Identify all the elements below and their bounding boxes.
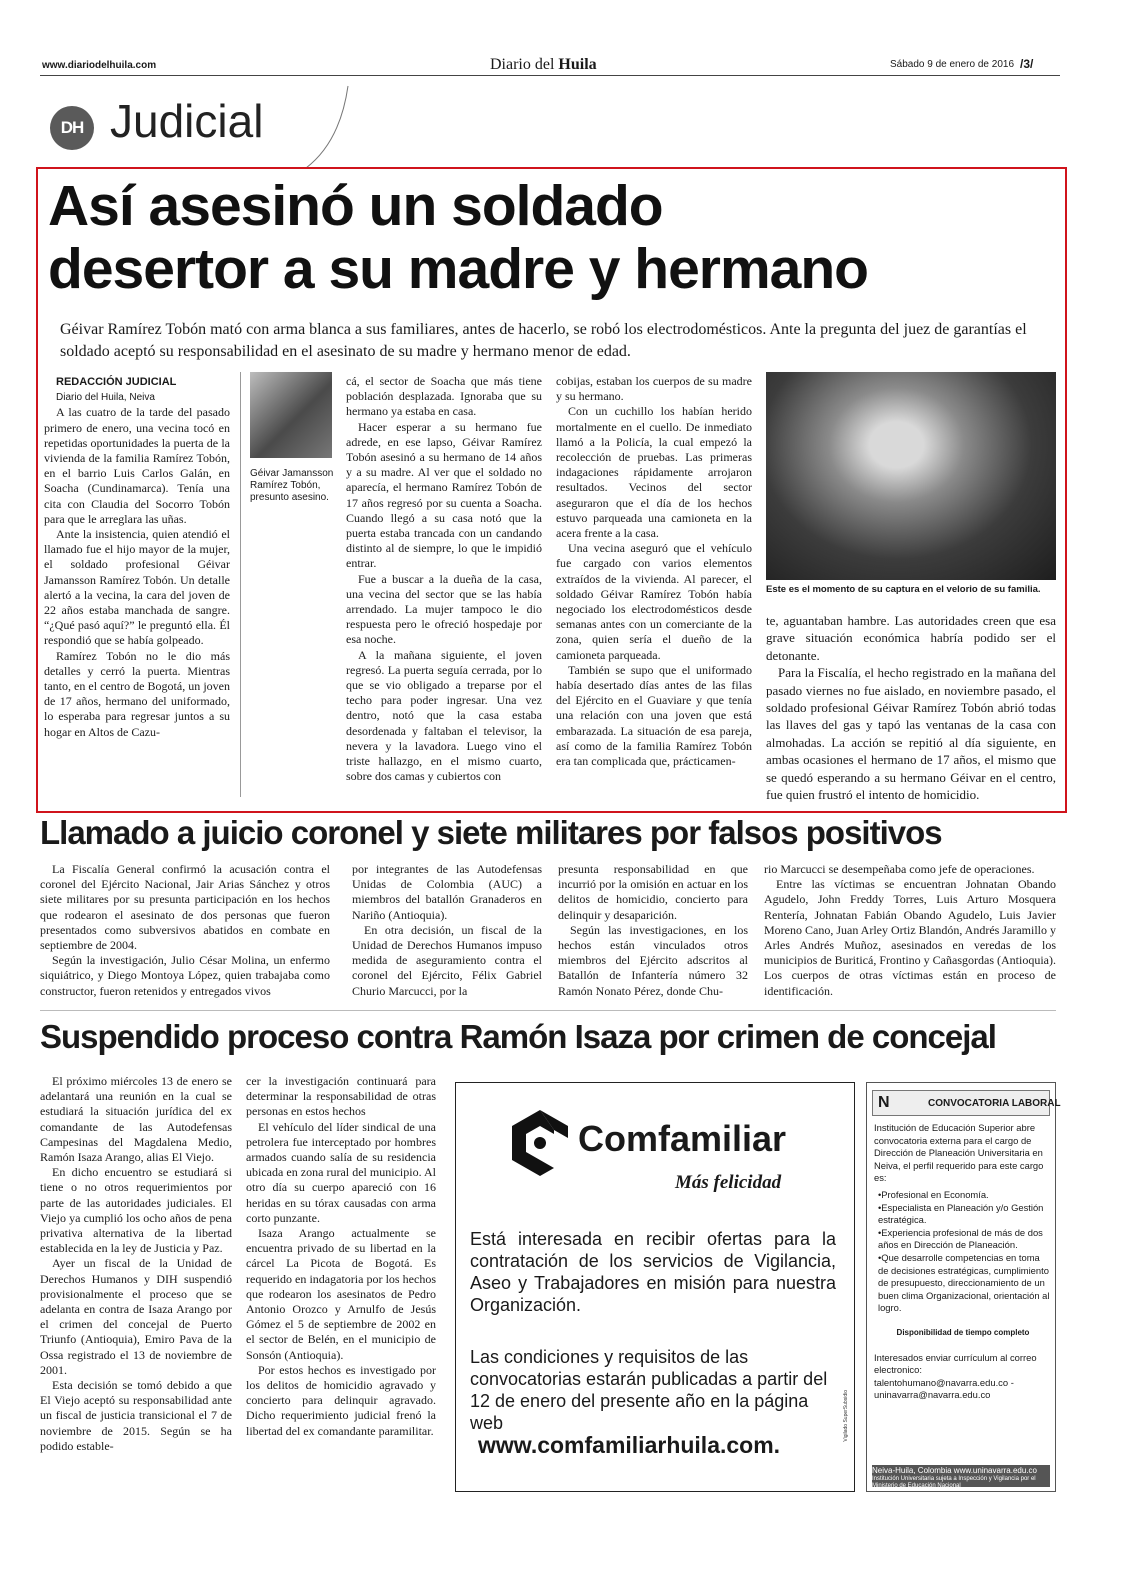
masthead <box>490 56 597 74</box>
paragraph: Según la investigación, Julio César Molina, un enfermo siquiátrico, y Diego Montoya López, quien trabajaba como constructor, fueron retenidos y entregados vivos <box>40 953 330 998</box>
ad-website-link[interactable]: www.comfamiliarhuila.com. <box>478 1432 781 1458</box>
story3-headline: Suspendido proceso contra Ramón Isaza por crimen de concejal <box>40 1018 996 1055</box>
main-lead: Géivar Ramírez Tobón mató con arma blanca a sus familiares, antes de hacerlo, se robó los electrodomésticos. Ante la pregunta del juez de garantías el soldado aceptó su responsabilidad en el asesinato de su madre y hermano menor de edad. <box>60 321 1027 360</box>
suspect-portrait-photo <box>250 372 332 458</box>
section-title: Judicial <box>110 95 264 147</box>
story2-column-1 <box>40 862 330 999</box>
ad-brand: Comfamiliar <box>578 1118 787 1159</box>
paragraph: En dicho encuentro se estudiará si tiene o no otros requerimientos por parte de las autoridades judiciales. El Viejo ya cumplió los ocho años de pena privativa alternativa de la libertad establecida en la ley de Justicia y Paz. <box>40 1165 232 1256</box>
capture-photo <box>766 372 1056 580</box>
main-column-1 <box>44 375 230 740</box>
paragraph: A las cuatro de la tarde del pasado primero de enero, una vecina tocó en repetidas oportunidades la puerta de la vivienda de la familia Ramírez Tobón, en el barrio Luis Carlos Galán, en Soacha (Cundinamarca). Tenía una cita con Claudia del Socorro Tobón para que le arreglara las uñas. <box>44 405 230 526</box>
paragraph: También se supo que el uniformado había desertado días antes de las filas del Ejército en el Guaviare y que tenía una relación con una joven que está embarazada. La situación de esa pareja, así como de la familia Ramírez Tobón era tan complicada que, prácticamen- <box>556 662 752 769</box>
paragraph: Para la Fiscalía, el hecho registrado en la mañana del pasado viernes no fue aislado, en noviembre pasado, el soldado profesional Géivar Ramírez Tobón abrió todas las llaves del gas y tapó las ventanas de la casa con almohadas. La acción se repitió al día siguiente, en ambas ocasiones el hermano de 17 años, el mismo que se quedó esperando a su hermano Géivar en el centro, fue quien frustró el intento de homicidio. <box>766 665 1056 803</box>
paragraph: Con un cuchillo los habían herido mortalmente en el cuello. De inmediato llamó a la Policía, la cual empezó la recolección de pruebas. Las primeras indagaciones rápidamente arrojaron resultados. Vecinos del sector aseguraron que el día de los hechos estuvo parqueada una camioneta en la acera frente a la casa. <box>556 404 752 541</box>
paragraph: La Fiscalía General confirmó la acusación contra el coronel del Ejército Nacional, Jair Arias Sánchez y otros siete militares por su presunta participación en los hechos que rodearon el asesinato de dos personas que fueron presentados como subversivos abatidos en combate en septiembre de 2004. <box>40 862 330 953</box>
paragraph: Según las investigaciones, en los hechos están vinculados otros miembros del Ejército adscritos al Batallón de Infantería número 32 Ramón Nonato Pérez, donde Chu- <box>558 922 748 998</box>
story-separator <box>40 1010 1056 1011</box>
paragraph: cá, el sector de Soacha que más tiene población desplazada. Ignoraba que su hermano ya estaba en casa. <box>346 374 542 419</box>
issue-date: Sábado 9 de enero de 2016 <box>890 59 1014 70</box>
job-intro: Institución de Educación Superior abre convocatoria externa para el cargo de Dirección de Planeación Universitaria en Neiva, el perfil requerido para este cargo es: <box>874 1122 1044 1184</box>
job-requirements <box>874 1189 1052 1315</box>
capture-photo-caption: Este es el momento de su captura en el velorio de su familia. <box>766 584 1041 595</box>
list-item: • Que desarrolle competencias en toma de decisiones estratégicas, cumplimiento de presupuesto, direccionamiento de un buen clima Organizacional, orientación al logro. <box>878 1252 1052 1315</box>
paragraph: presunta responsabilidad en que incurrió por la omisión en actuar en los delitos de homicidio, concierto para delinquir y desaparición. <box>558 862 748 922</box>
story3-column-1 <box>40 1074 232 1454</box>
job-ad-logo: N <box>878 1094 890 1111</box>
paragraph: Fue a buscar a la dueña de la casa, una vecina del sector que se las había arrendado. La mujer tampoco le dio respuesta pero le ofreció hospedaje por esa noche. <box>346 571 542 647</box>
paragraph: El próximo miércoles 13 de enero se adelantará una reunión en la cual se estudiará la situación jurídica del ex comandante de las Autodefensas Campesinas del Magdalena Medio, Ramón Isaza Arango, alias El Viejo. <box>40 1074 232 1165</box>
job-availability: Disponibilidad de tiempo completo <box>896 1327 1030 1337</box>
main-column-2 <box>346 374 542 784</box>
main-column-3 <box>556 374 752 769</box>
job-ad-title: CONVOCATORIA LABORAL <box>928 1098 1061 1109</box>
paragraph: En otra decisión, un fiscal de la Unidad de Derechos Humanos impuso medida de aseguramiento contra el coronel del Ejército, Félix Gabriel Churio Marcucci, por la <box>352 922 542 998</box>
job-contact[interactable]: Interesados enviar currículum al correo electronico: talentohumano@navarra.edu.co -uninavarra@navarra.edu.co <box>874 1351 1037 1401</box>
story3-column-2 <box>246 1074 436 1439</box>
job-ad-body <box>874 1122 1052 1402</box>
story2-column-4 <box>764 862 1056 999</box>
byline-place: Diario del Huila, Neiva <box>56 392 155 404</box>
comfamiliar-logo-icon <box>510 1108 570 1178</box>
story2-headline: Llamado a juicio coronel y siete militares por falsos positivos <box>40 814 942 851</box>
paragraph: Esta decisión se tomó debido a que El Viejo aceptó su responsabilidad ante un fiscal de justicia transicional el 7 de noviembre de 2015. Según se ha podido estable- <box>40 1378 232 1453</box>
section-logo: DH <box>50 106 94 150</box>
main-headline <box>48 175 1048 301</box>
portrait-caption: Géivar Jamansson Ramírez Tobón, presunto asesino. <box>250 468 334 503</box>
ad-side-note: Vigilado SuperSubsidio <box>843 1390 849 1442</box>
story2-column-3 <box>558 862 748 999</box>
job-ad-footer <box>872 1465 1050 1487</box>
paragraph: Isaza Arango actualmente se encuentra privado de su libertad en la cárcel La Picota de Bogotá. Es requerido en indagatoria por los hechos que rodearon los asesinatos de Pedro Antonio Orozco y Arnulfo de Jesús Gómez el 5 de septiembre de 2002 en el sector de Belén, en el municipio de Sonsón (Antioquia). <box>246 1226 436 1362</box>
masthead-name-bold: Huila <box>558 56 597 73</box>
column-rule <box>240 372 241 797</box>
paragraph: Hacer esperar a su hermano fue adrede, en ese lapso, Géivar Ramírez Tobón asesinó a su hermano de 14 años y a su madre. Al ver que el soldado no aparecía, el hermano Ramírez Tobón de 17 años regresó por su cuenta a Soacha. Cuando llegó a su casa notó que la puerta estaba trancada con un candando distinto al de siempre, lo que le impidió entrar. <box>346 419 542 571</box>
list-item: • Experiencia profesional de más de dos años en Dirección de Planeación. <box>878 1227 1052 1252</box>
main-headline-line2: desertor a su madre y hermano <box>48 237 868 301</box>
masthead-name: Diario del <box>490 56 555 73</box>
website-url[interactable]: www.diariodelhuila.com <box>42 60 157 71</box>
paragraph: Entre las víctimas se encuentran Johnatan Obando Agudelo, John Freddy Torres, Luis Arturo Mosquera Rentería, Johnatan Fabián Obando Agudelo, Luis Javier Moreno Cano, Juan Arley Ortiz Blandón, Andrés Jaramillo y Arles Andrés Muñoz, asesinados en veredas de los municipios de Buriticá, Frontino y Cañasgordas (Antioquia). Los cuerpos de otras víctimas están en proceso de identificación. <box>764 877 1056 998</box>
paragraph: El vehículo del líder sindical de una petrolera fue interceptado por hombres armados cuando salía de su residencia ubicada en zona rural del municipio. Al otro día su cuerpo apareció con 16 heridas en su tórax causadas con arma corto punzante. <box>246 1119 436 1225</box>
paragraph: Por estos hechos es investigado por los delitos de homicidio agravado y concierto para delinquir agravado. Dicho requerimiento judicial frenó la libertad del ex comandante paramilitar. <box>246 1362 436 1438</box>
paragraph: rio Marcucci se desempeñaba como jefe de operaciones. <box>764 862 1035 876</box>
main-column-4 <box>766 612 1056 803</box>
job-footer-line1[interactable]: Neiva-Huila, Colombia www.uninavarra.edu.co <box>872 1466 1037 1475</box>
ad-text-offer: Está interesada en recibir ofertas para la contratación de los servicios de Vigilancia, Aseo y Trabajadores en misión para nuestra Organización. <box>470 1229 836 1315</box>
paragraph: por integrantes de las Autodefensas Unidas de Colombia (AUC) a miembros del batallón Granaderos en Nariño (Antioquia). <box>352 862 542 922</box>
paragraph: Ramírez Tobón no le dio más detalles y cerró la puerta. Mientras tanto, en el centro de Bogotá, un joven de 17 años, hermano del uniformado, lo esperaba para regresar juntos a su hogar en Altos de Cazu- <box>44 648 230 739</box>
section-decor-curve <box>300 82 360 172</box>
header-rule <box>40 75 1060 76</box>
paragraph: Ayer un fiscal de la Unidad de Derechos Humanos y DIH suspendió provisionalmente el proceso que se adelanta en contra de Isaza Arango por el crimen del concejal de Puerto Triunfo (Antioquia), Emiro Pava de la Ossa registrado el 13 de noviembre de 2001. <box>40 1256 232 1377</box>
main-headline-line1: Así asesinó un soldado <box>48 174 663 238</box>
paragraph: Una vecina aseguró que el vehículo fue cargado con varios elementos extraídos de la vivienda. Al parecer, el soldado Géivar Ramírez Tobón había negociado los electrodomésticos desde semanas antes con un comerciante de la zona, quien sería el dueño de la camioneta parqueada. <box>556 541 752 662</box>
paragraph: Ante la insistencia, quien atendió el llamado fue el hijo mayor de la mujer, el soldado profesional Géivar Jamansson Ramírez Tobón. Un detalle alertó a la vecina, la cara del joven de 22 años estaba manchada de sangre. “¿Qué pasó aquí?” le preguntó ella. Él respondió que se había golpeado. <box>44 527 230 648</box>
ad-tagline: Más felicidad <box>675 1172 782 1193</box>
list-item: • Especialista en Planeación y/o Gestión estratégica. <box>878 1202 1052 1227</box>
byline: REDACCIÓN JUDICIAL <box>56 376 177 388</box>
ad-text-conditions: Las condiciones y requisitos de las convocatorias estarán publicadas a partir del 12 de enero del presente año en la página web <box>470 1347 828 1433</box>
paragraph: cer la investigación continuará para determinar la responsabilidad de otras personas en estos hechos <box>246 1074 436 1119</box>
list-item: • Profesional en Economía. <box>878 1189 1052 1202</box>
paragraph: A la mañana siguiente, el joven regresó. La puerta seguía cerrada, por lo que se vio obligado a treparse por el techo para poder ingresar. Una vez dentro, notó que la casa estaba desordenada y faltaban el televisor, la nevera y la lavadora. Luego vino el triste hallazgo, en el mismo cuarto, sobre dos camas y cubiertos con <box>346 647 542 784</box>
paragraph: te, aguantaban hambre. Las autoridades creen que esa grave situación económica habría podido ser el detonante. <box>766 613 1056 663</box>
paragraph: cobijas, estaban los cuerpos de su madre y su hermano. <box>556 374 752 404</box>
job-footer-line2: Institución Universitaria sujeta a Inspección y Vigilancia por el Ministerio de Educación Nacional <box>872 1476 1036 1489</box>
page-number: /3/ <box>1020 57 1034 71</box>
story2-column-2 <box>352 862 542 999</box>
